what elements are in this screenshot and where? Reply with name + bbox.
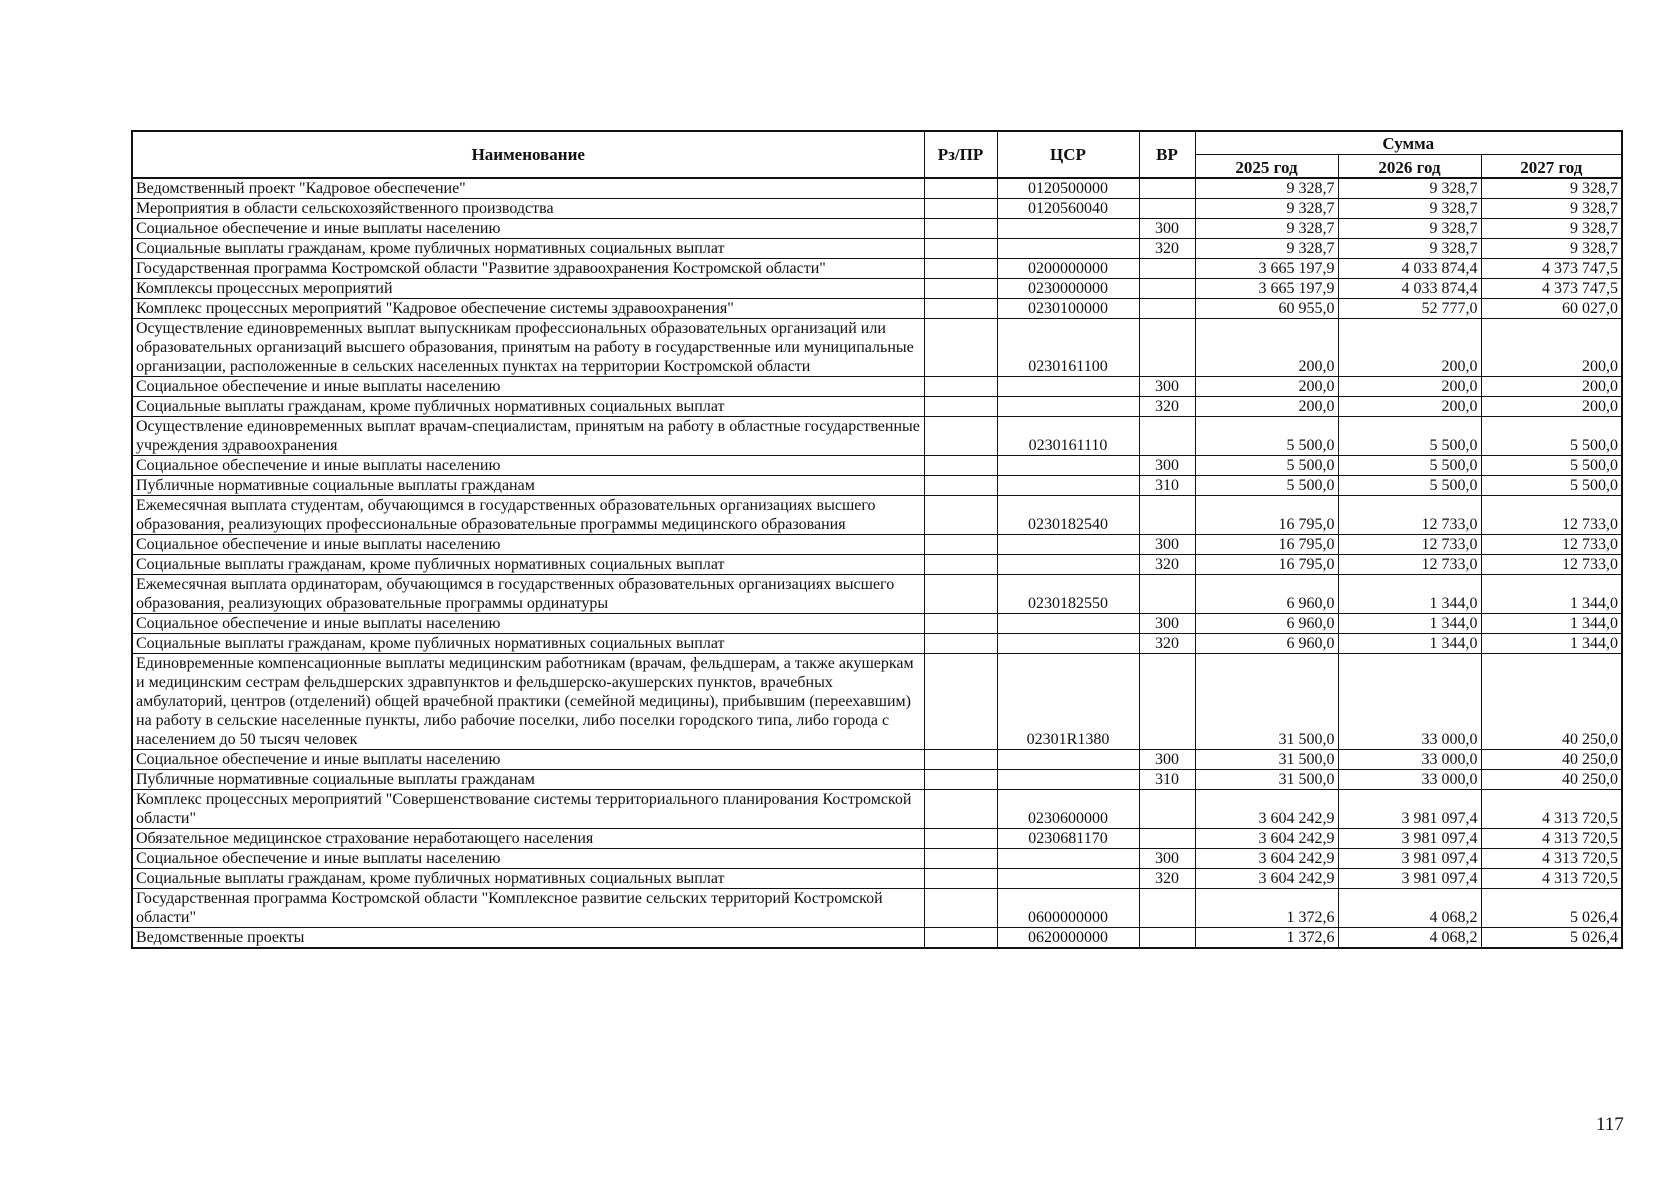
cell-2027: 4 313 720,5 bbox=[1481, 869, 1622, 889]
cell-rz bbox=[924, 790, 997, 829]
cell-2027: 1 344,0 bbox=[1481, 575, 1622, 614]
table-row bbox=[132, 199, 1622, 219]
cell-rz bbox=[924, 259, 997, 279]
cell-2027: 9 328,7 bbox=[1481, 199, 1622, 219]
table-row bbox=[132, 790, 1622, 829]
cell-2025: 1 372,6 bbox=[1195, 889, 1338, 928]
cell-name: Социальное обеспечение и иные выплаты населению bbox=[132, 849, 924, 869]
cell-rz bbox=[924, 889, 997, 928]
cell-2026: 5 500,0 bbox=[1338, 476, 1481, 496]
cell-2025: 200,0 bbox=[1195, 397, 1338, 417]
cell-2027: 200,0 bbox=[1481, 319, 1622, 377]
cell-2025: 9 328,7 bbox=[1195, 178, 1338, 199]
table-header bbox=[132, 131, 1622, 178]
cell-rz bbox=[924, 535, 997, 555]
cell-2026: 200,0 bbox=[1338, 397, 1481, 417]
cell-csr bbox=[997, 614, 1139, 634]
cell-2026: 1 344,0 bbox=[1338, 614, 1481, 634]
cell-name: Социальное обеспечение и иные выплаты населению bbox=[132, 377, 924, 397]
cell-rz bbox=[924, 279, 997, 299]
cell-vr bbox=[1139, 279, 1195, 299]
table-row bbox=[132, 750, 1622, 770]
table-row bbox=[132, 239, 1622, 259]
cell-csr: 0230182550 bbox=[997, 575, 1139, 614]
cell-vr bbox=[1139, 889, 1195, 928]
cell-2025: 16 795,0 bbox=[1195, 535, 1338, 555]
cell-vr: 320 bbox=[1139, 634, 1195, 654]
cell-csr: 02301R1380 bbox=[997, 654, 1139, 750]
table-row bbox=[132, 928, 1622, 949]
cell-name: Осуществление единовременных выплат выпускникам профессиональных образовательных организаций или образовательных организаций высшего образования, принятым на работу в государственные или муниципальные организации, расположенные в сельских населенных пунктах на территории Костромской области bbox=[132, 319, 924, 377]
cell-name: Единовременные компенсационные выплаты медицинским работникам (врачам, фельдшерам, а также акушеркам и медицинским сестрам фельдшерских здравпунктов и фельдшерско-акушерских пунктов, врачебных амбулаторий, центров (отделений) общей врачебной практики (семейной медицины), прибывшим (переехавшим) на работу в сельские населенные пункты, либо рабочие поселки, либо поселки городского типа, либо города с населением до 50 тысяч человек bbox=[132, 654, 924, 750]
cell-name: Социальное обеспечение и иные выплаты населению bbox=[132, 456, 924, 476]
cell-vr bbox=[1139, 259, 1195, 279]
cell-vr bbox=[1139, 654, 1195, 750]
cell-name: Социальные выплаты гражданам, кроме публичных нормативных социальных выплат bbox=[132, 397, 924, 417]
cell-2025: 5 500,0 bbox=[1195, 456, 1338, 476]
table-row bbox=[132, 476, 1622, 496]
cell-vr: 310 bbox=[1139, 770, 1195, 790]
cell-csr bbox=[997, 634, 1139, 654]
cell-2025: 5 500,0 bbox=[1195, 417, 1338, 456]
cell-name: Осуществление единовременных выплат врачам-специалистам, принятым на работу в областные государственные учреждения здравоохранения bbox=[132, 417, 924, 456]
cell-2027: 40 250,0 bbox=[1481, 654, 1622, 750]
cell-rz bbox=[924, 869, 997, 889]
cell-csr: 0230182540 bbox=[997, 496, 1139, 535]
cell-2025: 16 795,0 bbox=[1195, 555, 1338, 575]
cell-2025: 16 795,0 bbox=[1195, 496, 1338, 535]
cell-2027: 200,0 bbox=[1481, 397, 1622, 417]
cell-2025: 200,0 bbox=[1195, 319, 1338, 377]
cell-vr: 320 bbox=[1139, 397, 1195, 417]
col-header-name: Наименование bbox=[132, 131, 924, 178]
cell-2025: 3 665 197,9 bbox=[1195, 279, 1338, 299]
cell-csr bbox=[997, 770, 1139, 790]
cell-csr: 0200000000 bbox=[997, 259, 1139, 279]
cell-vr bbox=[1139, 928, 1195, 949]
cell-2025: 6 960,0 bbox=[1195, 614, 1338, 634]
cell-rz bbox=[924, 849, 997, 869]
cell-2027: 4 373 747,5 bbox=[1481, 279, 1622, 299]
cell-vr bbox=[1139, 299, 1195, 319]
cell-name: Публичные нормативные социальные выплаты гражданам bbox=[132, 476, 924, 496]
cell-2026: 3 981 097,4 bbox=[1338, 869, 1481, 889]
cell-2026: 200,0 bbox=[1338, 319, 1481, 377]
cell-2025: 3 604 242,9 bbox=[1195, 849, 1338, 869]
cell-vr: 300 bbox=[1139, 219, 1195, 239]
cell-2026: 4 033 874,4 bbox=[1338, 259, 1481, 279]
table-row bbox=[132, 535, 1622, 555]
cell-csr bbox=[997, 849, 1139, 869]
cell-vr bbox=[1139, 790, 1195, 829]
cell-csr: 0230000000 bbox=[997, 279, 1139, 299]
cell-2025: 200,0 bbox=[1195, 377, 1338, 397]
cell-name: Социальное обеспечение и иные выплаты населению bbox=[132, 750, 924, 770]
cell-vr bbox=[1139, 496, 1195, 535]
cell-2027: 4 313 720,5 bbox=[1481, 790, 1622, 829]
page-number: 117 bbox=[1596, 1114, 1624, 1135]
cell-csr bbox=[997, 750, 1139, 770]
cell-2026: 33 000,0 bbox=[1338, 654, 1481, 750]
cell-vr bbox=[1139, 575, 1195, 614]
table-row bbox=[132, 219, 1622, 239]
cell-2027: 4 373 747,5 bbox=[1481, 259, 1622, 279]
cell-name: Государственная программа Костромской области "Комплексное развитие сельских территорий Костромской области" bbox=[132, 889, 924, 928]
cell-2027: 9 328,7 bbox=[1481, 239, 1622, 259]
col-header-csr: ЦСР bbox=[997, 131, 1139, 178]
cell-2025: 3 665 197,9 bbox=[1195, 259, 1338, 279]
cell-vr: 320 bbox=[1139, 239, 1195, 259]
cell-name: Социальные выплаты гражданам, кроме публичных нормативных социальных выплат bbox=[132, 869, 924, 889]
table-row bbox=[132, 889, 1622, 928]
cell-vr: 300 bbox=[1139, 614, 1195, 634]
cell-csr: 0230161110 bbox=[997, 417, 1139, 456]
cell-vr bbox=[1139, 178, 1195, 199]
cell-2026: 1 344,0 bbox=[1338, 634, 1481, 654]
cell-rz bbox=[924, 770, 997, 790]
cell-rz bbox=[924, 199, 997, 219]
cell-2026: 9 328,7 bbox=[1338, 239, 1481, 259]
cell-csr bbox=[997, 476, 1139, 496]
cell-rz bbox=[924, 319, 997, 377]
cell-rz bbox=[924, 614, 997, 634]
cell-2026: 3 981 097,4 bbox=[1338, 849, 1481, 869]
cell-vr bbox=[1139, 829, 1195, 849]
cell-2026: 3 981 097,4 bbox=[1338, 790, 1481, 829]
cell-2025: 1 372,6 bbox=[1195, 928, 1338, 949]
cell-2026: 52 777,0 bbox=[1338, 299, 1481, 319]
cell-2027: 200,0 bbox=[1481, 377, 1622, 397]
cell-2027: 40 250,0 bbox=[1481, 750, 1622, 770]
col-header-vr: ВР bbox=[1139, 131, 1195, 178]
cell-2026: 200,0 bbox=[1338, 377, 1481, 397]
col-header-sum: Сумма bbox=[1195, 131, 1622, 155]
cell-rz bbox=[924, 928, 997, 949]
cell-rz bbox=[924, 178, 997, 199]
col-header-year-2026: 2026 год bbox=[1338, 155, 1481, 179]
cell-vr: 300 bbox=[1139, 535, 1195, 555]
cell-name: Социальные выплаты гражданам, кроме публичных нормативных социальных выплат bbox=[132, 555, 924, 575]
cell-name: Социальные выплаты гражданам, кроме публичных нормативных социальных выплат bbox=[132, 634, 924, 654]
cell-2026: 33 000,0 bbox=[1338, 770, 1481, 790]
cell-2026: 4 068,2 bbox=[1338, 928, 1481, 949]
cell-2026: 12 733,0 bbox=[1338, 535, 1481, 555]
cell-vr bbox=[1139, 417, 1195, 456]
cell-2027: 5 500,0 bbox=[1481, 476, 1622, 496]
cell-2026: 33 000,0 bbox=[1338, 750, 1481, 770]
cell-2026: 9 328,7 bbox=[1338, 219, 1481, 239]
cell-2027: 12 733,0 bbox=[1481, 555, 1622, 575]
cell-2025: 3 604 242,9 bbox=[1195, 829, 1338, 849]
table-row bbox=[132, 575, 1622, 614]
cell-csr: 0620000000 bbox=[997, 928, 1139, 949]
table-row bbox=[132, 829, 1622, 849]
cell-2026: 12 733,0 bbox=[1338, 555, 1481, 575]
cell-csr: 0230161100 bbox=[997, 319, 1139, 377]
cell-name: Социальное обеспечение и иные выплаты населению bbox=[132, 614, 924, 634]
table-row bbox=[132, 456, 1622, 476]
cell-name: Обязательное медицинское страхование неработающего населения bbox=[132, 829, 924, 849]
cell-csr bbox=[997, 869, 1139, 889]
cell-name: Публичные нормативные социальные выплаты гражданам bbox=[132, 770, 924, 790]
cell-rz bbox=[924, 555, 997, 575]
cell-2027: 5 026,4 bbox=[1481, 889, 1622, 928]
table-row bbox=[132, 397, 1622, 417]
cell-2027: 5 500,0 bbox=[1481, 417, 1622, 456]
cell-2026: 5 500,0 bbox=[1338, 456, 1481, 476]
col-header-year-2025: 2025 год bbox=[1195, 155, 1338, 179]
cell-name: Комплекс процессных мероприятий "Кадровое обеспечение системы здравоохранения" bbox=[132, 299, 924, 319]
cell-2026: 9 328,7 bbox=[1338, 178, 1481, 199]
cell-2026: 5 500,0 bbox=[1338, 417, 1481, 456]
cell-name: Государственная программа Костромской области "Развитие здравоохранения Костромской области" bbox=[132, 259, 924, 279]
cell-2027: 4 313 720,5 bbox=[1481, 849, 1622, 869]
table-row bbox=[132, 319, 1622, 377]
table-row bbox=[132, 496, 1622, 535]
cell-csr bbox=[997, 535, 1139, 555]
cell-csr bbox=[997, 397, 1139, 417]
cell-name: Ежемесячная выплата ординаторам, обучающимся в государственных образовательных организациях высшего образования, реализующих образовательные программы ординатуры bbox=[132, 575, 924, 614]
cell-vr: 320 bbox=[1139, 869, 1195, 889]
cell-name: Комплексы процессных мероприятий bbox=[132, 279, 924, 299]
cell-rz bbox=[924, 299, 997, 319]
cell-rz bbox=[924, 654, 997, 750]
cell-csr: 0600000000 bbox=[997, 889, 1139, 928]
cell-rz bbox=[924, 476, 997, 496]
cell-2025: 9 328,7 bbox=[1195, 199, 1338, 219]
cell-2027: 1 344,0 bbox=[1481, 614, 1622, 634]
cell-name: Ведомственный проект "Кадровое обеспечение" bbox=[132, 178, 924, 199]
cell-rz bbox=[924, 575, 997, 614]
cell-2027: 12 733,0 bbox=[1481, 535, 1622, 555]
cell-2025: 31 500,0 bbox=[1195, 770, 1338, 790]
cell-2027: 1 344,0 bbox=[1481, 634, 1622, 654]
cell-2027: 60 027,0 bbox=[1481, 299, 1622, 319]
cell-name: Ведомственные проекты bbox=[132, 928, 924, 949]
cell-rz bbox=[924, 397, 997, 417]
table-row bbox=[132, 770, 1622, 790]
cell-vr bbox=[1139, 199, 1195, 219]
table-row bbox=[132, 849, 1622, 869]
cell-name: Социальное обеспечение и иные выплаты населению bbox=[132, 535, 924, 555]
cell-rz bbox=[924, 377, 997, 397]
cell-2025: 6 960,0 bbox=[1195, 634, 1338, 654]
table-row bbox=[132, 614, 1622, 634]
cell-csr: 0120500000 bbox=[997, 178, 1139, 199]
cell-csr bbox=[997, 456, 1139, 476]
cell-vr: 320 bbox=[1139, 555, 1195, 575]
cell-2027: 9 328,7 bbox=[1481, 178, 1622, 199]
table-row bbox=[132, 634, 1622, 654]
cell-vr bbox=[1139, 319, 1195, 377]
cell-csr bbox=[997, 377, 1139, 397]
cell-csr bbox=[997, 219, 1139, 239]
cell-vr: 300 bbox=[1139, 750, 1195, 770]
table-row bbox=[132, 178, 1622, 199]
cell-name: Социальные выплаты гражданам, кроме публичных нормативных социальных выплат bbox=[132, 239, 924, 259]
cell-rz bbox=[924, 239, 997, 259]
cell-2025: 9 328,7 bbox=[1195, 239, 1338, 259]
col-header-rz: Рз/ПР bbox=[924, 131, 997, 178]
table-body bbox=[132, 178, 1622, 948]
cell-2026: 4 033 874,4 bbox=[1338, 279, 1481, 299]
cell-rz bbox=[924, 634, 997, 654]
cell-2025: 9 328,7 bbox=[1195, 219, 1338, 239]
cell-2027: 40 250,0 bbox=[1481, 770, 1622, 790]
cell-2027: 9 328,7 bbox=[1481, 219, 1622, 239]
cell-rz bbox=[924, 417, 997, 456]
cell-csr: 0120560040 bbox=[997, 199, 1139, 219]
cell-rz bbox=[924, 750, 997, 770]
cell-2026: 9 328,7 bbox=[1338, 199, 1481, 219]
cell-2027: 5 026,4 bbox=[1481, 928, 1622, 949]
col-header-year-2027: 2027 год bbox=[1481, 155, 1622, 179]
cell-csr: 0230600000 bbox=[997, 790, 1139, 829]
cell-rz bbox=[924, 456, 997, 476]
cell-2025: 3 604 242,9 bbox=[1195, 869, 1338, 889]
cell-2027: 12 733,0 bbox=[1481, 496, 1622, 535]
table-row bbox=[132, 299, 1622, 319]
table-row bbox=[132, 869, 1622, 889]
budget-table bbox=[131, 130, 1623, 949]
table-row bbox=[132, 417, 1622, 456]
cell-rz bbox=[924, 829, 997, 849]
cell-vr: 300 bbox=[1139, 377, 1195, 397]
cell-rz bbox=[924, 219, 997, 239]
cell-csr bbox=[997, 239, 1139, 259]
cell-2025: 31 500,0 bbox=[1195, 750, 1338, 770]
cell-name: Ежемесячная выплата студентам, обучающимся в государственных образовательных организациях высшего образования, реализующих профессиональные образовательные программы медицинского образования bbox=[132, 496, 924, 535]
table-row bbox=[132, 654, 1622, 750]
cell-2025: 31 500,0 bbox=[1195, 654, 1338, 750]
cell-csr: 0230681170 bbox=[997, 829, 1139, 849]
table-row bbox=[132, 377, 1622, 397]
cell-name: Мероприятия в области сельскохозяйственного производства bbox=[132, 199, 924, 219]
cell-2027: 4 313 720,5 bbox=[1481, 829, 1622, 849]
cell-2026: 4 068,2 bbox=[1338, 889, 1481, 928]
cell-2025: 3 604 242,9 bbox=[1195, 790, 1338, 829]
table-row bbox=[132, 259, 1622, 279]
cell-name: Социальное обеспечение и иные выплаты населению bbox=[132, 219, 924, 239]
cell-vr: 300 bbox=[1139, 456, 1195, 476]
cell-2027: 5 500,0 bbox=[1481, 456, 1622, 476]
cell-rz bbox=[924, 496, 997, 535]
cell-2026: 1 344,0 bbox=[1338, 575, 1481, 614]
cell-vr: 310 bbox=[1139, 476, 1195, 496]
cell-2026: 3 981 097,4 bbox=[1338, 829, 1481, 849]
table-row bbox=[132, 279, 1622, 299]
cell-2025: 60 955,0 bbox=[1195, 299, 1338, 319]
cell-csr bbox=[997, 555, 1139, 575]
table-row bbox=[132, 555, 1622, 575]
cell-name: Комплекс процессных мероприятий "Совершенствование системы территориального планирования Костромской области" bbox=[132, 790, 924, 829]
cell-2025: 5 500,0 bbox=[1195, 476, 1338, 496]
cell-2025: 6 960,0 bbox=[1195, 575, 1338, 614]
cell-2026: 12 733,0 bbox=[1338, 496, 1481, 535]
cell-csr: 0230100000 bbox=[997, 299, 1139, 319]
cell-vr: 300 bbox=[1139, 849, 1195, 869]
